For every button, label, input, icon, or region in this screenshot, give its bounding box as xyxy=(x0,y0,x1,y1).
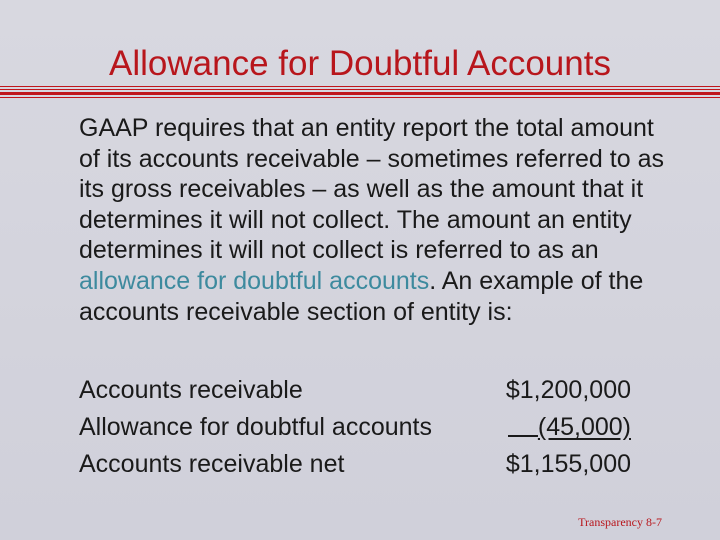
title-divider xyxy=(0,86,720,100)
body-text-start: GAAP requires that an entity report the total amount of its accounts receivable – sometimes referred to as its gross receivables – as well as the amount that it determines it will not collect. The amount an entity determines it will not collect is referred to as an xyxy=(79,114,664,265)
underline-pad xyxy=(508,409,538,437)
ledger-row xyxy=(79,372,679,409)
ledger-amount-underlined xyxy=(508,409,631,446)
ledger-row xyxy=(79,446,679,483)
transparency-footer: Transparency 8-7 xyxy=(578,515,662,529)
ledger-amount-value: (45,000) xyxy=(537,413,631,441)
body-paragraph xyxy=(79,113,679,327)
body-text-end: . An example of the accounts receivable section of entity is: xyxy=(79,266,644,326)
ledger-label: Accounts receivable net xyxy=(79,450,345,478)
receivables-section xyxy=(79,372,679,483)
ledger-amount: $1,155,000 xyxy=(505,450,631,478)
ledger-label: Allowance for doubtful accounts xyxy=(79,413,432,441)
ledger-row xyxy=(79,409,679,446)
ledger-amount: $1,200,000 xyxy=(505,376,631,404)
ledger-label: Accounts receivable xyxy=(79,376,303,404)
slide-title: Allowance for Doubtful Accounts xyxy=(109,44,611,83)
key-term: allowance for doubtful accounts xyxy=(79,266,430,295)
